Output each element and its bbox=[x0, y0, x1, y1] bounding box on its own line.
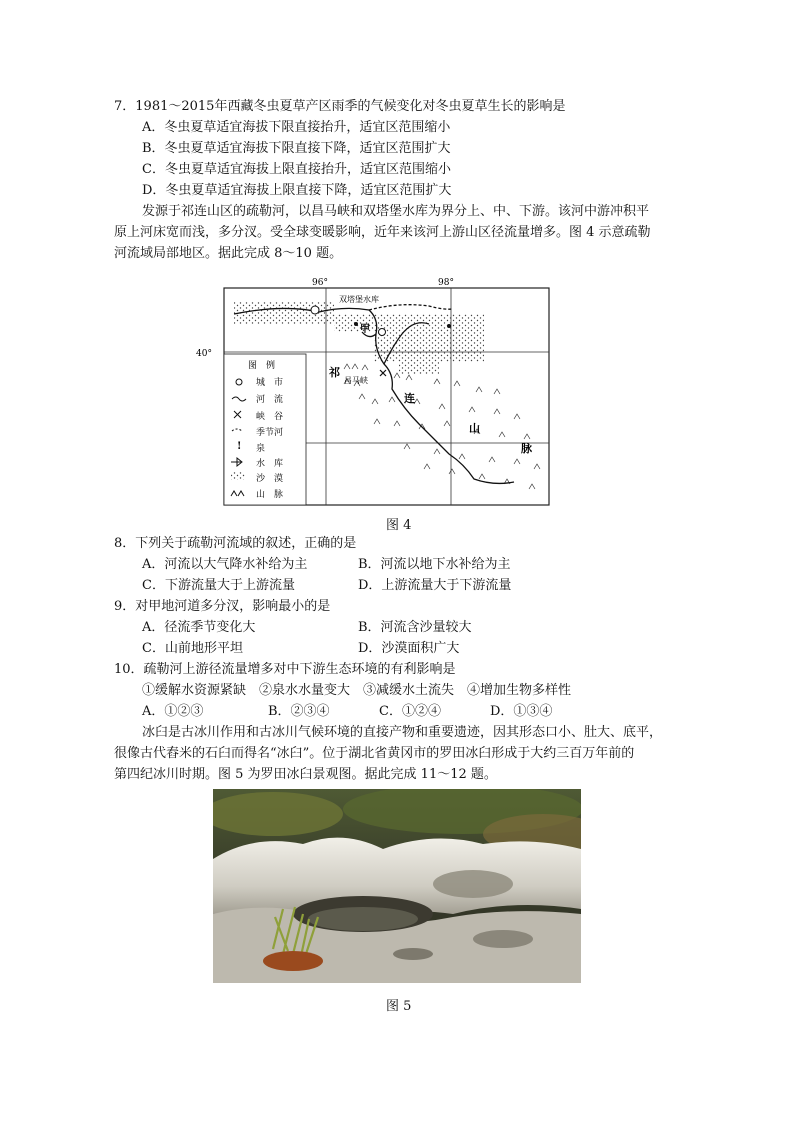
legend-seasonal-river-label: 季节河 bbox=[256, 428, 284, 438]
q9-option-c: C．山前地形平坦 bbox=[142, 641, 243, 656]
lon-98-label: 98° bbox=[438, 278, 454, 288]
q10-option-b: B．②③④ bbox=[268, 704, 330, 719]
legend-gorge-label: 峡 谷 bbox=[256, 412, 284, 422]
map-legend bbox=[224, 354, 306, 505]
lat-40-label: 40° bbox=[196, 349, 212, 359]
q10-option-a: A．①②③ bbox=[142, 704, 204, 719]
glacial-pothole-photo bbox=[213, 789, 581, 983]
intro2-line1: 冰臼是古冰川作用和古冰川气候环境的直接产物和重要遗迹，因其形态口小、肚大、底平， bbox=[142, 725, 663, 740]
q9-option-b: B．河流含沙量较大 bbox=[358, 620, 472, 635]
q7-option-b: B．冬虫夏草适宜海拔下限直接下降，适宜区范围扩大 bbox=[142, 141, 451, 156]
legend-spring-icon: ! bbox=[237, 441, 242, 452]
figure-4-caption: 图 4 bbox=[386, 518, 412, 533]
q7-option-c: C．冬虫夏草适宜海拔上限直接抬升，适宜区范围缩小 bbox=[142, 162, 451, 177]
jia-label: 甲 bbox=[360, 324, 370, 335]
q8-option-c: C．下游流量大于上游流量 bbox=[142, 578, 295, 593]
q8-option-a: A．河流以大气降水补给为主 bbox=[142, 557, 308, 572]
legend-city-label: 城 市 bbox=[256, 378, 284, 388]
mountain-char-4: 脉 bbox=[521, 442, 532, 455]
figure-5-caption: 图 5 bbox=[386, 999, 412, 1014]
intro1-line3: 河流域局部地区。据此完成 8～10 题。 bbox=[114, 246, 343, 261]
city-icon bbox=[311, 306, 319, 314]
legend-river-label: 河 流 bbox=[256, 395, 284, 405]
q10-stem: 10．疏勒河上游径流量增多对中下游生态环境的有利影响是 bbox=[114, 662, 456, 677]
q7-stem: 7．1981～2015年西藏冬虫夏草产区雨季的气候变化对冬虫夏草生长的影响是 bbox=[114, 99, 566, 114]
q9-option-a: A．径流季节变化大 bbox=[142, 620, 256, 635]
shule-river-map bbox=[194, 274, 552, 508]
spring-icon bbox=[447, 324, 451, 328]
q7-option-d: D．冬虫夏草适宜海拔上限直接下降，适宜区范围扩大 bbox=[142, 183, 452, 198]
legend-mountain-label: 山 脉 bbox=[256, 490, 284, 500]
legend-city-icon bbox=[236, 379, 242, 385]
intro2-line2: 很像古代舂米的石臼而得名“冰臼”。位于湖北省黄冈市的罗田冰臼形成于大约三百万年前的 bbox=[114, 746, 635, 761]
q8-option-b: B．河流以地下水补给为主 bbox=[358, 557, 511, 572]
intro2-line3: 第四纪冰川时期。图 5 为罗田冰臼景观图。据此完成 11～12 题。 bbox=[114, 767, 497, 782]
q8-option-d: D．上游流量大于下游流量 bbox=[358, 578, 512, 593]
q7-option-a: A．冬虫夏草适宜海拔下限直接抬升，适宜区范围缩小 bbox=[142, 120, 451, 135]
legend-reservoir-label: 水 库 bbox=[256, 459, 284, 469]
q9-option-d: D．沙漠面积广大 bbox=[358, 641, 460, 656]
spring-icon bbox=[354, 322, 358, 326]
q10-items: ①缓解水资源紧缺 ②泉水水量变大 ③减缓水土流失 ④增加生物多样性 bbox=[142, 683, 572, 698]
legend-desert-label: 沙 漠 bbox=[256, 474, 284, 484]
mountain-char-2: 连 bbox=[404, 392, 415, 405]
legend-title: 图 例 bbox=[248, 361, 276, 371]
q10-option-c: C．①②④ bbox=[379, 704, 441, 719]
mountain-char-3: 山 bbox=[469, 422, 480, 435]
intro1-line2: 原上河床宽而浅，多分汊。受全球变暖影响，近年来该河上游山区径流量增多。图 4 示意疏勒 bbox=[114, 225, 651, 240]
q9-stem: 9．对甲地河道多分汊，影响最小的是 bbox=[114, 599, 331, 614]
legend-spring-label: 泉 bbox=[256, 444, 266, 454]
city-icon bbox=[379, 329, 386, 336]
intro1-line1: 发源于祁连山区的疏勒河，以昌马峡和双塔堡水库为界分上、中、下游。该河中游冲积平 bbox=[142, 204, 650, 219]
q10-option-d: D．①③④ bbox=[490, 704, 553, 719]
legend-desert-icon bbox=[231, 472, 245, 480]
lon-96-label: 96° bbox=[312, 278, 328, 288]
gorge-label: 昌马峡 bbox=[344, 376, 368, 385]
q8-stem: 8．下列关于疏勒河流域的叙述，正确的是 bbox=[114, 536, 357, 551]
reservoir-label: 双塔堡水库 bbox=[339, 295, 379, 304]
mountain-char-1: 祁 bbox=[329, 366, 340, 379]
